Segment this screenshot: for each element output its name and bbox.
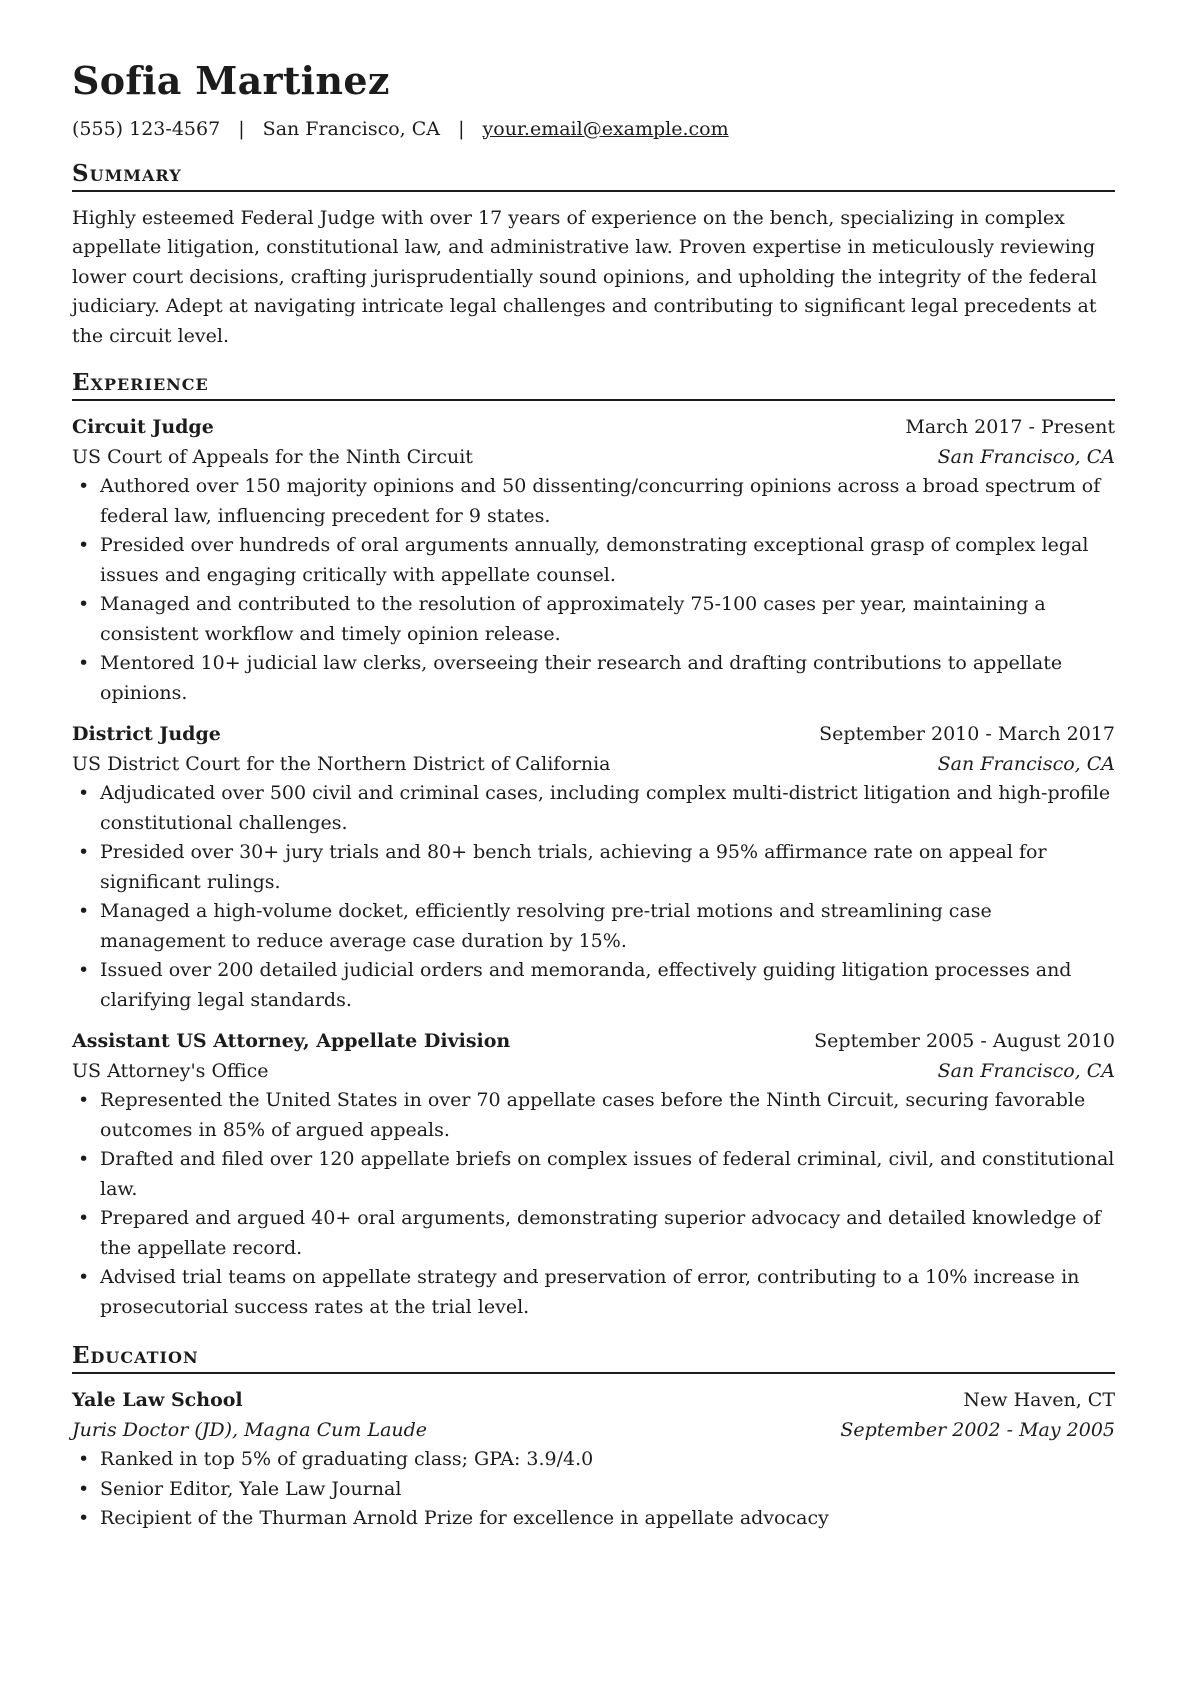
bullet-item: • Recipient of the Thurman Arnold Prize for excellence in appellate advocacy	[72, 1504, 1115, 1534]
contact-separator: |	[238, 117, 245, 140]
job-organization: US District Court for the Northern District of California	[72, 752, 611, 775]
bullet-item: • Prepared and argued 40+ oral arguments, demonstrating superior advocacy and detailed knowledge of the appellate record.	[72, 1204, 1115, 1263]
bullet-item: • Presided over hundreds of oral arguments annually, demonstrating exceptional grasp of complex legal issues and engaging critically with appellate counsel.	[72, 531, 1115, 590]
job-dates: March 2017 - Present	[905, 416, 1115, 439]
bullet-item: • Authored over 150 majority opinions and 50 dissenting/concurring opinions across a broad spectrum of federal law, influencing precedent for 9 states.	[72, 472, 1115, 531]
education-bullets	[72, 1445, 1115, 1534]
job-title: Circuit Judge	[72, 416, 214, 439]
email-link[interactable]: your.email@example.com	[482, 117, 729, 140]
job-title: Assistant US Attorney, Appellate Division	[72, 1030, 511, 1053]
job-organization: US Court of Appeals for the Ninth Circuit	[72, 445, 473, 468]
bullet-item: • Ranked in top 5% of graduating class; GPA: 3.9/4.0	[72, 1445, 1115, 1475]
bullet-item: • Senior Editor, Yale Law Journal	[72, 1475, 1115, 1505]
bullet-item: • Drafted and filed over 120 appellate briefs on complex issues of federal criminal, civil, and constitutional law.	[72, 1145, 1115, 1204]
bullet-item: • Represented the United States in over 70 appellate cases before the Ninth Circuit, securing favorable outcomes in 85% of argued appeals.	[72, 1086, 1115, 1145]
school-name: Yale Law School	[72, 1389, 243, 1412]
school-location: New Haven, CT	[963, 1389, 1115, 1412]
job-bullets	[72, 779, 1115, 1015]
job-entry	[72, 1027, 1115, 1322]
section-heading-education: Education	[72, 1342, 1115, 1374]
job-entry	[72, 413, 1115, 708]
candidate-name: Sofia Martinez	[72, 58, 390, 103]
job-entry	[72, 720, 1115, 1015]
experience-section	[72, 369, 1115, 1322]
summary-section	[72, 160, 1115, 352]
bullet-item: • Advised trial teams on appellate strategy and preservation of error, contributing to a 10% increase in prosecutorial success rates at the trial level.	[72, 1263, 1115, 1322]
job-location: San Francisco, CA	[937, 445, 1115, 468]
bullet-item: • Adjudicated over 500 civil and criminal cases, including complex multi-district litigation and high-profile constitutional challenges.	[72, 779, 1115, 838]
degree-text: Juris Doctor (JD), Magna Cum Laude	[72, 1418, 428, 1441]
section-heading-experience: Experience	[72, 369, 1115, 401]
job-dates: September 2010 - March 2017	[819, 723, 1115, 746]
job-location: San Francisco, CA	[937, 1059, 1115, 1082]
job-location: San Francisco, CA	[937, 752, 1115, 775]
job-dates: September 2005 - August 2010	[814, 1030, 1115, 1053]
section-heading-summary: Summary	[72, 160, 1115, 192]
job-bullets	[72, 1086, 1115, 1322]
summary-paragraph: Highly esteemed Federal Judge with over 17 years of experience on the bench, specializing in complex appellate litigation, constitutional law, and administrative law. Proven expertise in meticulously reviewing lower court decisions, crafting jurisprudentially sound opinions, and upholding the integrity of the federal judiciary. Adept at navigating intricate legal challenges and contributing to significant legal precedents at the circuit level.	[72, 206, 1097, 347]
job-organization: US Attorney's Office	[72, 1059, 269, 1082]
bullet-item: • Mentored 10+ judicial law clerks, overseeing their research and drafting contributions to appellate opinions.	[72, 649, 1115, 708]
bullet-item: • Issued over 200 detailed judicial orders and memoranda, effectively guiding litigation processes and clarifying legal standards.	[72, 956, 1115, 1015]
contact-line	[72, 116, 1115, 142]
bullet-item: • Managed and contributed to the resolution of approximately 75-100 cases per year, maintaining a consistent workflow and timely opinion release.	[72, 590, 1115, 649]
job-bullets	[72, 472, 1115, 708]
job-title: District Judge	[72, 723, 221, 746]
education-entry	[72, 1386, 1115, 1534]
education-dates: September 2002 - May 2005	[840, 1418, 1115, 1441]
bullet-item: • Presided over 30+ jury trials and 80+ bench trials, achieving a 95% affirmance rate on appeal for significant rulings.	[72, 838, 1115, 897]
phone-number: (555) 123-4567	[72, 117, 221, 140]
contact-separator: |	[458, 117, 465, 140]
education-section	[72, 1342, 1115, 1534]
location-text: San Francisco, CA	[262, 117, 441, 140]
bullet-item: • Managed a high-volume docket, efficiently resolving pre-trial motions and streamlining case management to reduce average case duration by 15%.	[72, 897, 1115, 956]
